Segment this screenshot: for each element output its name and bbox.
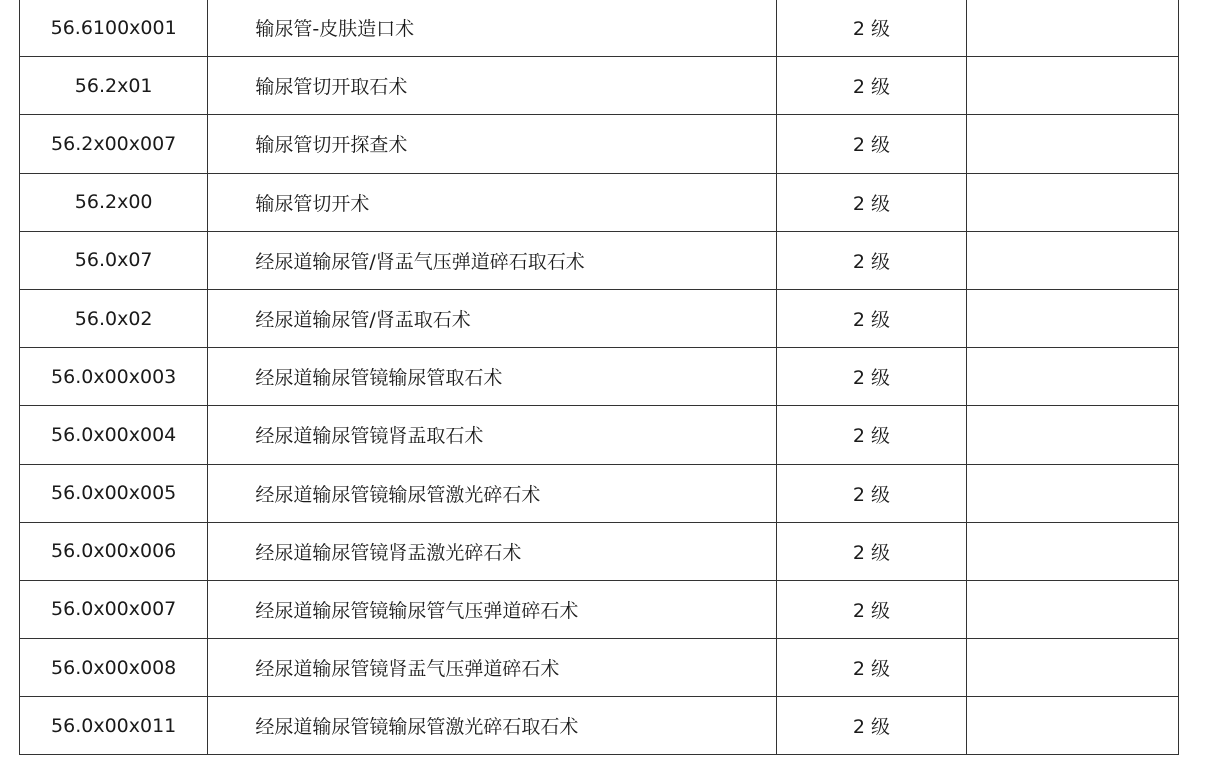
note-cell — [966, 406, 1178, 464]
procedure-level-cell: 2 级 — [777, 289, 966, 347]
note-cell — [966, 173, 1178, 231]
note-cell — [966, 57, 1178, 115]
procedure-name-cell: 经尿道输尿管镜输尿管取石术 — [208, 348, 777, 406]
note-cell — [966, 115, 1178, 173]
procedure-name-cell: 经尿道输尿管镜肾盂激光碎石术 — [208, 522, 777, 580]
table-row — [20, 57, 1179, 115]
table-row — [20, 173, 1179, 231]
procedure-name-cell: 经尿道输尿管镜输尿管激光碎石术 — [208, 464, 777, 522]
note-cell — [966, 348, 1178, 406]
procedure-code-cell: 56.0x02 — [20, 289, 208, 347]
procedure-code-cell: 56.2x00 — [20, 173, 208, 231]
procedure-name-cell: 经尿道输尿管镜输尿管气压弹道碎石术 — [208, 580, 777, 638]
procedure-name-cell: 输尿管切开探查术 — [208, 115, 777, 173]
procedure-name-cell: 经尿道输尿管/肾盂气压弹道碎石取石术 — [208, 231, 777, 289]
procedure-code-cell: 56.6100x001 — [20, 0, 208, 57]
procedure-level-cell: 2 级 — [777, 464, 966, 522]
note-cell — [966, 464, 1178, 522]
procedure-code-cell: 56.0x00x011 — [20, 697, 208, 755]
procedure-level-cell: 2 级 — [777, 697, 966, 755]
procedure-code-cell: 56.0x00x007 — [20, 580, 208, 638]
procedure-level-cell: 2 级 — [777, 115, 966, 173]
table-row — [20, 289, 1179, 347]
table-body — [20, 0, 1179, 755]
table-row — [20, 406, 1179, 464]
procedure-name-cell: 经尿道输尿管镜输尿管激光碎石取石术 — [208, 697, 777, 755]
note-cell — [966, 231, 1178, 289]
procedure-code-cell: 56.0x00x006 — [20, 522, 208, 580]
procedure-name-cell: 经尿道输尿管/肾盂取石术 — [208, 289, 777, 347]
procedure-name-cell: 输尿管切开术 — [208, 173, 777, 231]
procedure-level-cell: 2 级 — [777, 57, 966, 115]
procedure-code-cell: 56.0x00x004 — [20, 406, 208, 464]
procedure-name-cell: 输尿管-皮肤造口术 — [208, 0, 777, 57]
procedure-level-cell: 2 级 — [777, 348, 966, 406]
procedure-name-cell: 经尿道输尿管镜肾盂气压弹道碎石术 — [208, 639, 777, 697]
procedure-level-cell: 2 级 — [777, 580, 966, 638]
table-row — [20, 115, 1179, 173]
procedure-level-cell: 2 级 — [777, 522, 966, 580]
procedure-code-cell: 56.0x07 — [20, 231, 208, 289]
procedure-name-cell: 输尿管切开取石术 — [208, 57, 777, 115]
procedure-table — [19, 0, 1179, 755]
table-row — [20, 580, 1179, 638]
table-row — [20, 348, 1179, 406]
note-cell — [966, 639, 1178, 697]
table-row — [20, 522, 1179, 580]
note-cell — [966, 289, 1178, 347]
procedure-code-cell: 56.0x00x005 — [20, 464, 208, 522]
procedure-name-cell: 经尿道输尿管镜肾盂取石术 — [208, 406, 777, 464]
procedure-code-cell: 56.0x00x008 — [20, 639, 208, 697]
procedure-level-cell: 2 级 — [777, 173, 966, 231]
procedure-level-cell: 2 级 — [777, 406, 966, 464]
table-row — [20, 464, 1179, 522]
note-cell — [966, 697, 1178, 755]
table-row — [20, 639, 1179, 697]
procedure-code-cell: 56.0x00x003 — [20, 348, 208, 406]
table-row — [20, 0, 1179, 57]
procedure-level-cell: 2 级 — [777, 639, 966, 697]
procedure-level-cell: 2 级 — [777, 0, 966, 57]
note-cell — [966, 580, 1178, 638]
table-row — [20, 697, 1179, 755]
table-row — [20, 231, 1179, 289]
note-cell — [966, 0, 1178, 57]
procedure-level-cell: 2 级 — [777, 231, 966, 289]
procedure-code-cell: 56.2x00x007 — [20, 115, 208, 173]
note-cell — [966, 522, 1178, 580]
procedure-code-cell: 56.2x01 — [20, 57, 208, 115]
